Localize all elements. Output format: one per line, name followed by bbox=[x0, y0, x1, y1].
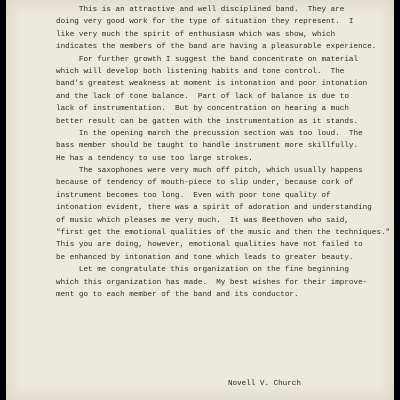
text-line: which will develop both listening habits and tone control. The bbox=[56, 67, 345, 76]
signature-name: Novell V. Church bbox=[228, 380, 301, 388]
text-line: and the lack of tone balance. Part of lack of balance is due to bbox=[56, 92, 349, 101]
text-line: This is an attractive and well disciplined band. They are bbox=[56, 6, 345, 14]
text-line: intonation evident, there was a spirit of adoration and understanding bbox=[56, 204, 372, 213]
text-line: "first get the emotional qualities of the music and then the techniques." bbox=[56, 229, 391, 238]
text-line: better result can be gatten with the instrumentation as it stands. bbox=[56, 117, 359, 126]
text-line: be enhanced by intonation and tone which leads to greater beauty. bbox=[56, 253, 354, 262]
text-line: He has a tendency to use too large strokes. bbox=[56, 154, 253, 163]
text-line: instrument becomes too long. Even with poor tone quality of bbox=[56, 191, 331, 200]
text-line: because of tendency of mouth-piece to slip under, because cork of bbox=[56, 179, 354, 188]
text-line: of music which pleases me very much. It was Beethoven who said, bbox=[56, 216, 349, 225]
text-line: band's greatest weakness at moment is intonation and poor intonation bbox=[56, 80, 368, 89]
paper-sheet bbox=[6, 0, 394, 400]
text-line: This you are doing, however, emotional qualities have not failed to bbox=[56, 241, 363, 250]
text-line: For further growth I suggest the band concentrate on material bbox=[56, 55, 359, 64]
text-line: bass member should be taught to handle instrument more skillfully. bbox=[56, 142, 359, 151]
text-line: indicates the members of the band are having a pleasurable experience. bbox=[56, 43, 377, 52]
text-line: like very much the spirit of enthusiasm which was show, which bbox=[56, 30, 336, 39]
text-line: Let me congratulate this organization on the fine beginning bbox=[56, 266, 349, 275]
text-line: ment go to each member of the band and its conductor. bbox=[56, 290, 299, 299]
text-line: In the opening march the precussion section was too loud. The bbox=[56, 129, 363, 138]
text-line: which this organization has made. My best wishes for their improve- bbox=[56, 278, 368, 287]
text-line: The saxophones were very much off pitch, which usually happens bbox=[56, 167, 363, 176]
text-line: doing very good work for the type of situation they represent. I bbox=[56, 18, 354, 27]
text-line: lack of instrumentation. But by concentration on hearing a much bbox=[56, 105, 349, 114]
letter-body bbox=[56, 4, 396, 301]
